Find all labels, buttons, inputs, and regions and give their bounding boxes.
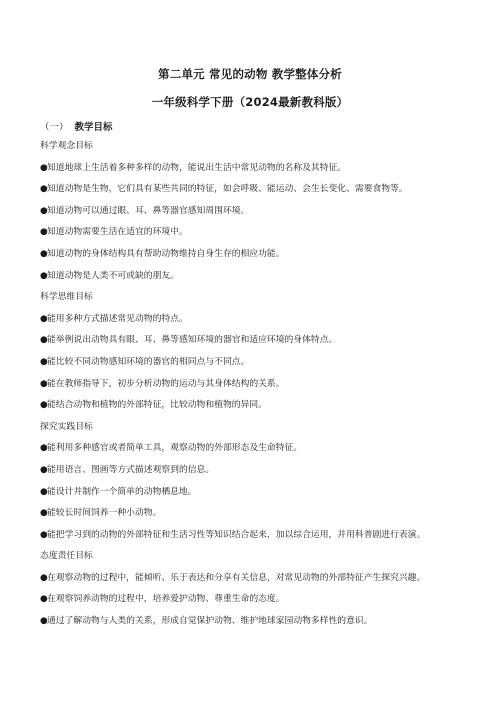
list-item-text: 知道动物可以通过眼、耳、鼻等器官感知周围环境。 — [47, 205, 250, 216]
list-item — [40, 438, 460, 460]
bullet-icon: ● — [40, 205, 48, 216]
objective-group-science-thinking — [40, 287, 460, 417]
document-title: 第二单元 常见的动物 教学整体分析 — [158, 67, 342, 81]
list-item — [40, 266, 460, 288]
objectives-content — [40, 136, 460, 633]
bullet-icon: ● — [40, 378, 48, 389]
bullet-icon: ● — [40, 400, 48, 411]
bullet-icon: ● — [40, 529, 48, 540]
list-item — [40, 568, 460, 590]
list-item-text: 能较长时间饲养一种小动物。 — [47, 508, 162, 519]
bullet-icon: ● — [40, 486, 48, 497]
list-item-text: 知道动物是生物，它们具有某些共同的特征，如会呼吸、能运动、会生长变化、需要食物等。 — [47, 184, 408, 195]
bullet-icon: ● — [40, 227, 48, 238]
bullet-icon: ● — [40, 443, 48, 454]
section-heading — [40, 119, 113, 133]
bullet-icon: ● — [40, 464, 48, 475]
list-item — [40, 589, 460, 611]
list-item — [40, 374, 460, 396]
bullet-icon: ● — [40, 616, 48, 627]
bullet-icon: ● — [40, 572, 48, 583]
objective-group-inquiry-practice — [40, 417, 460, 547]
group-heading: 探究实践目标 — [40, 421, 93, 432]
list-item — [40, 482, 460, 504]
list-item — [40, 244, 460, 266]
list-item — [40, 309, 460, 331]
list-item-text: 能用多种方式描述常见动物的特点。 — [47, 313, 188, 324]
list-item — [40, 222, 460, 244]
list-item-text: 能在教师指导下，初步分析动物的运动与其身体结构的关系。 — [47, 378, 285, 389]
group-heading: 科学思维目标 — [40, 292, 93, 303]
list-item — [40, 158, 460, 180]
list-item — [40, 179, 460, 201]
list-item — [40, 395, 460, 417]
list-item-text: 知道动物的身体结构具有帮助动物维持自身生存的相应功能。 — [47, 248, 285, 259]
list-item — [40, 525, 460, 547]
list-item — [40, 611, 460, 633]
list-item-text: 知道动物是人类不可或缺的朋友。 — [47, 270, 179, 281]
list-item-text: 能设计并制作一个简单的动物栖息地。 — [47, 486, 197, 497]
list-item — [40, 330, 460, 352]
list-item — [40, 503, 460, 525]
list-item-text: 能举例说出动物具有眼、耳、鼻等感知环境的器官和适应环境的身体特点。 — [47, 335, 338, 346]
bullet-icon: ● — [40, 184, 48, 195]
list-item-text: 能利用多种感官或者简单工具，观察动物的外部形态及生命特征。 — [47, 443, 303, 454]
list-item — [40, 352, 460, 374]
list-item — [40, 201, 460, 223]
objective-group-science-concepts — [40, 136, 460, 287]
section-number: （一） — [40, 122, 69, 133]
list-item-text: 能用语言、图画等方式描述观察到的信息。 — [47, 464, 215, 475]
list-item-text: 在观察动物的过程中，能倾听、乐于表达和分享有关信息，对常见动物的外部特征产生探究兴趣。 — [47, 572, 426, 583]
bullet-icon: ● — [40, 270, 48, 281]
objective-group-attitude-responsibility — [40, 546, 460, 632]
bullet-icon: ● — [40, 508, 48, 519]
list-item-text: 在观察饲养动物的过程中，培养爱护动物、尊重生命的态度。 — [47, 594, 285, 605]
list-item — [40, 460, 460, 482]
bullet-icon: ● — [40, 594, 48, 605]
bullet-icon: ● — [40, 313, 48, 324]
list-item-text: 知道地球上生活着多种多样的动物，能说出生活中常见动物的名称及其特征。 — [47, 162, 347, 173]
bullet-icon: ● — [40, 248, 48, 259]
list-item-text: 能比较不同动物感知环境的器官的相同点与不同点。 — [47, 356, 250, 367]
bullet-icon: ● — [40, 162, 48, 173]
list-item-text: 能结合动物和植物的外部特征，比较动物和植物的异同。 — [47, 400, 267, 411]
bullet-icon: ● — [40, 356, 48, 367]
group-heading: 科学观念目标 — [40, 141, 93, 151]
document-subtitle: 一年级科学下册（2024最新教科版） — [151, 95, 349, 109]
section-title: 教学目标 — [74, 122, 113, 133]
list-item-text: 知道动物需要生活在适宜的环境中。 — [47, 227, 188, 238]
bullet-icon: ● — [40, 335, 48, 346]
list-item-text: 能把学习到的动物的外部特征和生活习性等知识结合起来，加以综合运用，并用科普剧进行表演。 — [47, 529, 426, 540]
list-item-text: 通过了解动物与人类的关系，形成自觉保护动物、维护地球家园动物多样性的意识。 — [47, 616, 373, 627]
group-heading: 态度责任目标 — [40, 551, 93, 562]
